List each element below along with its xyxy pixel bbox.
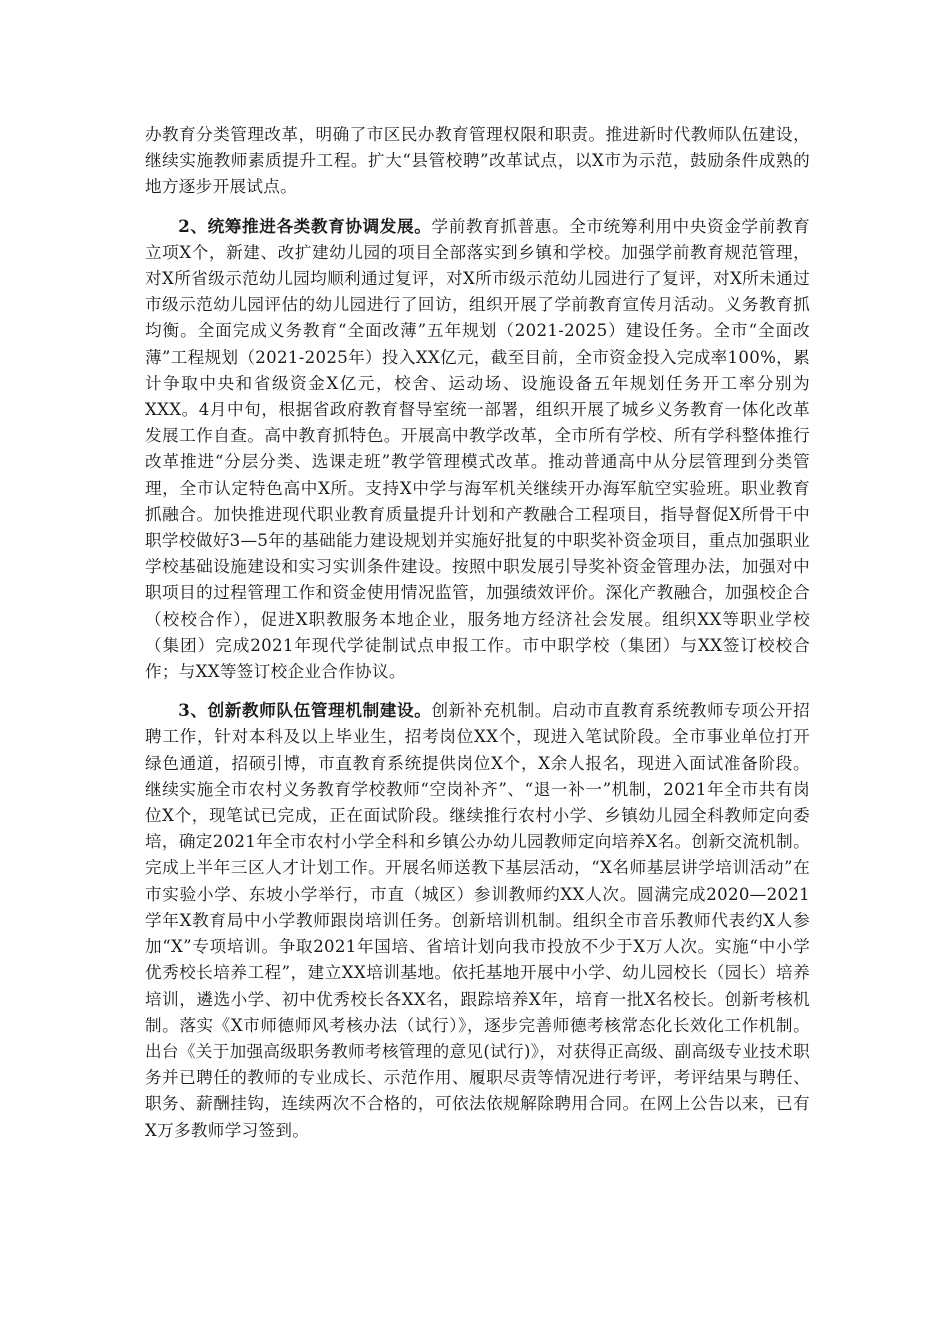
paragraph-section-3 <box>145 697 810 1143</box>
section-3-text: 创新补充机制。启动市直教育系统教师专项公开招聘工作，针对本科及以上毕业生，招考岗位XX个，现进入笔试阶段。全市事业单位打开绿色通道，招硕引博，市直教育系统提供岗位X个，X余人报名，现进入面试准备阶段。继续实施全市农村义务教育学校教师“空岗补齐”、“退一补一”机制，2021年全市共有岗位X个，现笔试已完成，正在面试阶段。继续推行农村小学、乡镇幼儿园全科教师定向委培，确定2021年全市农村小学全科和乡镇公办幼儿园教师定向培养X名。创新交流机制。完成上半年三区人才计划工作。开展名师送教下基层活动，“X名师基层讲学培训活动”在市实验小学、东坡小学举行，市直（城区）参训教师约XX人次。圆满完成2020—2021学年X教育局中小学教师跟岗培训任务。创新培训机制。组织全市音乐教师代表约X人参加“X”专项培训。争取2021年国培、省培计划向我市投放不少于X万人次。实施“中小学优秀校长培养工程”，建立XX培训基地。依托基地开展中小学、幼儿园校长（园长）培养培训，遴选小学、初中优秀校长各XX名，跟踪培养X年，培育一批X名校长。创新考核机制。落实《X市师德师风考核办法（试行）》，逐步完善师德考核常态化长效化工作机制。出台《关于加强高级职务教师考核管理的意见(试行)》，对获得正高级、副高级专业技术职务并已聘任的教师的专业成长、示范作用、履职尽责等情况进行考评，考评结果与聘任、职务、薪酬挂钩，连续两次不合格的，可依法依规解除聘用合同。在网上公告以来，已有X万多教师学习签到。 <box>145 701 811 1140</box>
paragraph-section-2 <box>145 213 810 686</box>
document-page <box>145 122 810 1156</box>
paragraph-1-text: 办教育分类管理改革，明确了市区民办教育管理权限和职责。推进新时代教师队伍建设，继续实施教师素质提升工程。扩大“县管校聘”改革试点，以X市为示范，鼓励条件成熟的地方逐步开展试点。 <box>145 125 810 197</box>
section-2-text: 学前教育抓普惠。全市统筹利用中央资金学前教育立项X个，新建、改扩建幼儿园的项目全部落实到乡镇和学校。加强学前教育规范管理，对X所省级示范幼儿园均顺利通过复评，对X所市级示范幼儿园进行了复评，对X所未通过市级示范幼儿园评估的幼儿园进行了回访，组织开展了学前教育宣传月活动。义务教育抓均衡。全面完成义务教育“全面改薄”五年规划（2021-2025）建设任务。全市“全面改薄”工程规划（2021-2025年）投入XX亿元，截至目前，全市资金投入完成率100%，累计争取中央和省级资金X亿元，校舍、运动场、设施设备五年规划任务开工率分别为XXX。4月中旬，根据省政府教育督导室统一部署，组织开展了城乡义务教育一体化改革发展工作自查。高中教育抓特色。开展高中教学改革，全市所有学校、所有学科整体推行改革推进“分层分类、选课走班”教学管理模式改革。推动普通高中从分层管理到分类管理，全市认定特色高中X所。支持X中学与海军机关继续开办海军航空实验班。职业教育抓融合。加快推进现代职业教育质量提升计划和产教融合工程项目，指导督促X所骨干中职学校做好3—5年的基础能力建设规划并实施好批复的中职奖补资金项目，重点加强职业学校基础设施建设和实习实训条件建设。按照中职发展引导奖补资金管理办法，加强对中职项目的过程管理工作和资金使用情况监管，加强绩效评价。深化产教融合，加强校企合（校校合作），促进X职教服务本地企业，服务地方经济社会发展。组织XX等职业学校（集团）完成2021年现代学徒制试点申报工作。市中职学校（集团）与XX签订校校合作；与XX等签订校企业合作协议。 <box>145 216 811 682</box>
section-3-heading: 3、创新教师队伍管理机制建设。 <box>178 700 432 721</box>
paragraph-continuation <box>145 122 810 201</box>
section-2-heading: 2、统筹推进各类教育协调发展。 <box>178 215 432 236</box>
